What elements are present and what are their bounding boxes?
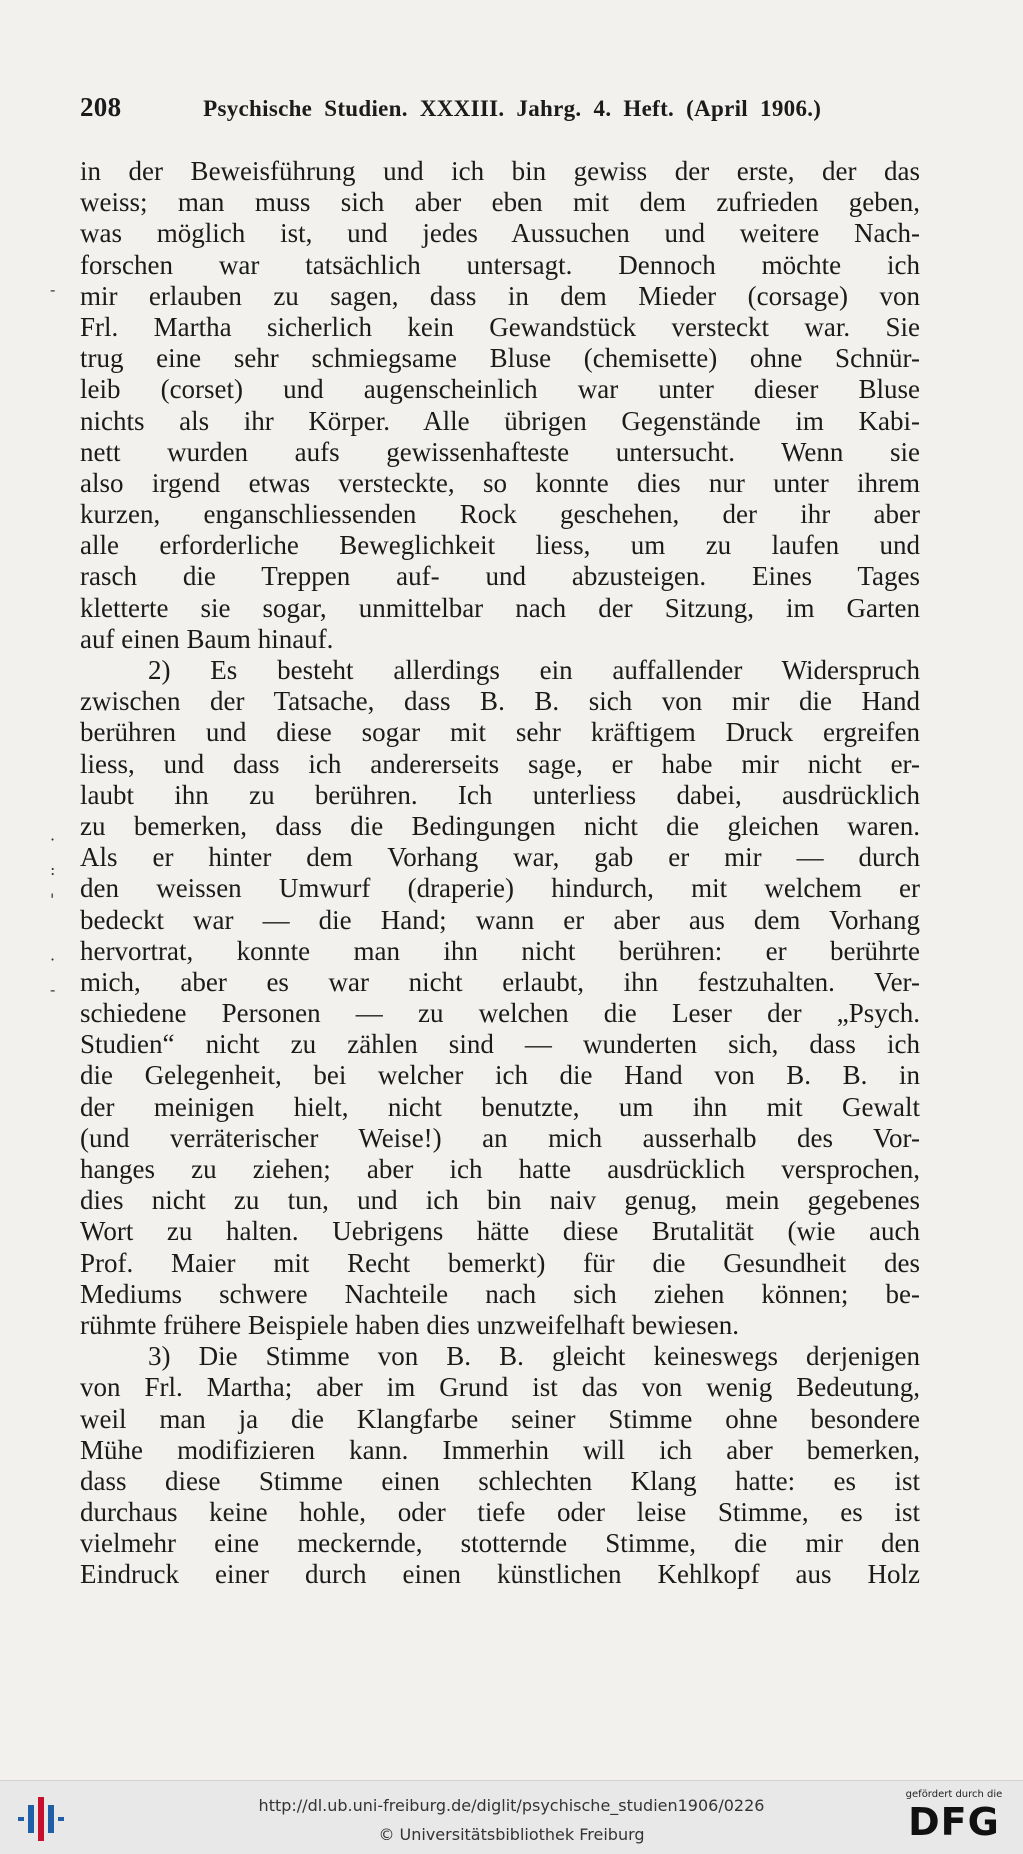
text-line: liess, und dass ich andererseits sage, er habe mir nicht er-: [80, 748, 920, 779]
text-line: kurzen, enganschliessenden Rock geschehen, der ihr aber: [80, 499, 920, 530]
text-line: Frl. Martha sicherlich kein Gewandstück versteckt war. Sie: [80, 311, 920, 342]
text-line: weil man ja die Klangfarbe seiner Stimme ohne besondere: [80, 1403, 920, 1434]
text-line: auf einen Baum hinauf.: [80, 623, 334, 654]
text-line: rühmte frühere Beispiele haben dies unzweifelhaft bewiesen.: [80, 1309, 739, 1340]
text-line: Mediums schwere Nachteile nach sich ziehen können; be-: [80, 1278, 920, 1309]
text-line: Prof. Maier mit Recht bemerkt) für die Gesundheit des: [80, 1247, 920, 1278]
margin-mark: ‐: [50, 980, 56, 999]
footer-bar: [0, 1780, 1023, 1854]
text-line: rasch die Treppen auf- und abzusteigen. Eines Tages: [80, 561, 920, 592]
text-line: schiedene Personen — zu welchen die Leser der „Psych.: [80, 998, 920, 1029]
page-number: 208: [80, 92, 122, 122]
dfg-logo-icon: DFG: [908, 1800, 1000, 1844]
text-line: vielmehr eine meckernde, stotternde Stimme, die mir den: [80, 1528, 920, 1559]
text-line: dass diese Stimme einen schlechten Klang hatte: es ist: [80, 1465, 920, 1496]
text-line: nett wurden aufs gewissenhafteste untersucht. Wenn sie: [80, 436, 920, 467]
text-line: den weissen Umwurf (draperie) hindurch, mit welchem er: [80, 873, 920, 904]
text-line: weiss; man muss sich aber eben mit dem zufrieden geben,: [80, 187, 920, 218]
margin-mark: ': [50, 890, 55, 909]
text-line: dies nicht zu tun, und ich bin naiv genug, mein gegebenes: [80, 1185, 920, 1216]
text-line: Als er hinter dem Vorhang war, gab er mir — durch: [80, 842, 920, 873]
text-line: 2) Es besteht allerdings ein auffallender Widerspruch: [148, 655, 920, 685]
text-line: von Frl. Martha; aber im Grund ist das von wenig Bedeutung,: [80, 1372, 920, 1403]
margin-mark: :: [50, 860, 56, 879]
text-line: mich, aber es war nicht erlaubt, ihn festzuhalten. Ver-: [80, 966, 920, 997]
margin-mark: ‐: [50, 280, 56, 299]
text-line: (und verräterischer Weise!) an mich ausserhalb des Vor-: [80, 1122, 920, 1153]
text-line: hanges zu ziehen; aber ich hatte ausdrücklich versprochen,: [80, 1154, 920, 1184]
text-line: Eindruck einer durch einen künstlichen Kehlkopf aus Holz: [80, 1559, 920, 1590]
body-text: [80, 156, 920, 1591]
text-line: Mühe modifizieren kann. Immerhin will ich aber bemerken,: [80, 1434, 920, 1465]
text-line: zwischen der Tatsache, dass B. B. sich von mir die Hand: [80, 686, 920, 717]
source-url[interactable]: http://dl.ub.uni-freiburg.de/diglit/psychische_studien1906/0226: [258, 1796, 765, 1815]
text-line: Studien“ nicht zu zählen sind — wunderten sich, dass ich: [80, 1029, 920, 1060]
funding-label: gefördert durch die: [905, 1789, 1003, 1800]
running-title: Psychische Studien. XXXIII. Jahrg. 4. Heft. (April 1906.): [203, 96, 822, 121]
text-line: zu bemerken, dass die Bedingungen nicht die gleichen waren.: [80, 810, 920, 841]
text-line: nichts als ihr Körper. Alle übrigen Gegenstände im Kabi-: [80, 405, 920, 436]
text-line: mir erlauben zu sagen, dass in dem Mieder (corsage) von: [80, 280, 920, 311]
text-line: trug eine sehr schmiegsame Bluse (chemisette) ohne Schnür-: [80, 343, 920, 374]
margin-marks: [50, 280, 70, 1040]
text-line: bedeckt war — die Hand; wann er aber aus dem Vorhang: [80, 904, 920, 935]
text-line: der meinigen hielt, nicht benutzte, um ihn mit Gewalt: [80, 1091, 920, 1122]
margin-mark: ·: [50, 950, 56, 969]
text-line: berühren und diese sogar mit sehr kräftigem Druck ergreifen: [80, 717, 920, 748]
text-line: hervortrat, konnte man ihn nicht berühren: er berührte: [80, 935, 920, 966]
text-line: durchaus keine hohle, oder tiefe oder leise Stimme, es ist: [80, 1497, 920, 1528]
text-line: laubt ihn zu berühren. Ich unterliess dabei, ausdrücklich: [80, 779, 920, 810]
text-line: kletterte sie sogar, unmittelbar nach der Sitzung, im Garten: [80, 592, 920, 623]
text-line: also irgend etwas versteckte, so konnte dies nur unter ihrem: [80, 467, 920, 498]
copyright-notice: © Universitätsbibliothek Freiburg: [378, 1825, 645, 1844]
margin-mark: ·: [50, 830, 56, 849]
text-line: leib (corset) und augenscheinlich war unter dieser Bluse: [80, 374, 920, 405]
text-line: die Gelegenheit, bei welcher ich die Hand von B. B. in: [80, 1060, 920, 1091]
dfg-funding-badge: [899, 1789, 1009, 1842]
text-line: 3) Die Stimme von B. B. gleicht keineswegs derjenigen: [148, 1341, 920, 1372]
text-line: forschen war tatsächlich untersagt. Dennoch möchte ich: [80, 249, 920, 280]
text-line: in der Beweisführung und ich bin gewiss der erste, der das: [80, 156, 920, 186]
running-header: [80, 92, 885, 123]
text-line: Wort zu halten. Uebrigens hätte diese Brutalität (wie auch: [80, 1216, 920, 1247]
text-line: was möglich ist, und jedes Aussuchen und weitere Nach-: [80, 218, 920, 249]
text-line: alle erforderliche Beweglichkeit liess, um zu laufen und: [80, 530, 920, 561]
